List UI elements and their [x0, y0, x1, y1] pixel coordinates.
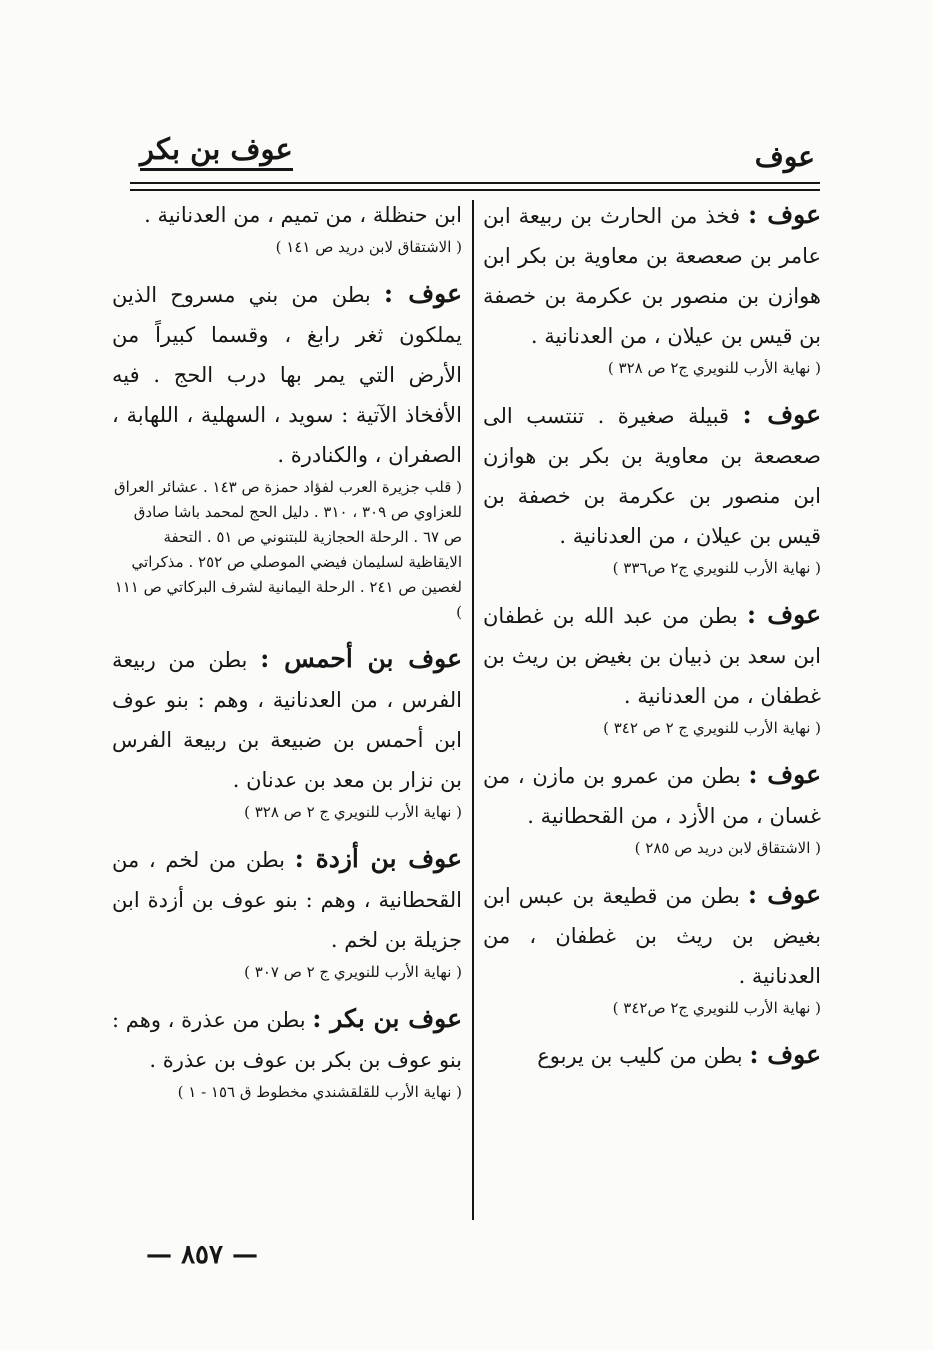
entry-text: بطن من ربيعة الفرس ، من العدنانية ، وهم : بنو عوف ابن أحمس بن ضبيعة بن ربيعة الفرس بن نزار بن معد بن عدنان . — [112, 648, 462, 792]
running-header-left: عوف بن بكر — [140, 132, 293, 171]
entry-source: ( الاشتقاق لابن دريد ص ١٤١ ) — [275, 238, 462, 256]
entry-text: بطن من لخم ، من القحطانية ، وهم : بنو عوف بن أزدة ابن جزيلة بن لخم . — [112, 848, 462, 952]
entry — [112, 839, 462, 985]
entry-head: عوف : — [747, 880, 822, 909]
entry — [112, 999, 462, 1105]
entry — [483, 755, 821, 861]
entry-text: قبيلة صغيرة . تنتسب الى صعصعة بن معاوية بن بكر بن هوازن ابن منصور بن عكرمة بن خصفة بن قيس بن عيلان ، من العدنانية . — [483, 404, 821, 548]
entry — [483, 1035, 821, 1076]
column-divider — [472, 200, 474, 1220]
entry-body — [483, 195, 821, 356]
entry-body — [112, 999, 462, 1080]
entry-source: ( قلب جزيرة العرب لفؤاد حمزة ص ١٤٣ . عشائر العراق للعزاوي ص ٣٠٩ ، ٣١٠ . دليل الحج لمحمد باشا صادق ص ٦٧ . الرحلة الحجازية للبتنوني ص ٥١ . التحفة الايقاظية لسليمان فيضي الموصلي ص ٢٥٢ . مذكراتي لغصين ص ٢٤١ . الرحلة اليمانية لشرف البركاتي ص ١١١ ) — [114, 478, 462, 621]
entry-text: بطن من كليب بن يربوع — [537, 1044, 743, 1068]
entry-text: بطن من قطيعة بن عبس ابن بغيض بن ريث بن غطفان ، من العدنانية . — [483, 884, 821, 988]
entry-source: ( نهاية الأرب للقلقشندي مخطوط ق ١٥٦ - ١ ) — [177, 1083, 462, 1101]
header-rule-bottom — [130, 189, 820, 191]
entry-head: عوف : — [383, 279, 462, 308]
entry-body — [112, 839, 462, 960]
entry — [483, 195, 821, 381]
entry-text: فخذ من الحارث بن ربيعة ابن عامر بن صعصعة بن معاوية بن بكر ابن هوازن بن منصور بن عكرمة بن خصفة بن قيس بن عيلان ، من العدنانية . — [483, 204, 821, 348]
entry-text: بطن من بني مسروح الذين يملكون ثغر رابغ ، وقسما كبيراً من الأرض التي يمر بها درب الحج . فيه الأفخاذ الآتية : سويد ، السهلية ، اللهابة ، الصفران ، والكنادرة . — [112, 283, 462, 467]
entry — [112, 195, 462, 260]
entry-source: ( نهاية الأرب للنويري ج ٢ ص ٣٢٨ ) — [244, 803, 462, 821]
entry — [483, 875, 821, 1021]
entry-source: ( الاشتقاق لابن دريد ص ٢٨٥ ) — [634, 839, 821, 857]
entry — [112, 639, 462, 825]
entry — [112, 274, 462, 625]
entry-body — [112, 274, 462, 475]
entry-source: ( نهاية الأرب للنويري ج ٢ ص ٣٤٢ ) — [603, 719, 821, 737]
entry-head: عوف بن أزدة : — [294, 844, 462, 873]
entry-body — [483, 1035, 821, 1076]
entry-head: عوف : — [748, 760, 821, 789]
entry-body — [483, 395, 821, 556]
entry-text: بطن من عبد الله بن غطفان ابن سعد بن ذبيان بن بغيض بن ريث بن غطفان ، من العدنانية . — [483, 604, 821, 708]
entry-body — [112, 195, 462, 235]
right-column — [483, 195, 821, 1090]
entry — [483, 395, 821, 581]
entry-head: عوف : — [748, 200, 821, 229]
entry-head: عوف : — [742, 400, 821, 429]
entry-body — [483, 595, 821, 716]
entry-source: ( نهاية الأرب للنويري ج٢ ص ٣٢٨ ) — [607, 359, 821, 377]
entry-text: بطن من عذرة ، وهم : بنو عوف بن بكر بن عوف بن عذرة . — [112, 1008, 462, 1072]
entry — [483, 595, 821, 741]
entry-head: عوف : — [749, 1040, 821, 1069]
running-header-right: عوف — [754, 140, 815, 173]
entry-body — [483, 755, 821, 836]
entry-body — [112, 639, 462, 800]
entry-body — [483, 875, 821, 996]
entry-text: بطن من عمرو بن مازن ، من غسان ، من الأزد ، من القحطانية . — [483, 764, 821, 828]
header-rule-top — [130, 182, 820, 184]
entry-source: ( نهاية الأرب للنويري ج٢ ص٣٣٦ ) — [612, 559, 821, 577]
left-column — [112, 195, 462, 1119]
entry-source: ( نهاية الأرب للنويري ج٢ ص٣٤٢ ) — [612, 999, 821, 1017]
entry-head: عوف بن بكر : — [312, 1004, 462, 1033]
page-number: — ٨٥٧ — — [146, 1240, 259, 1270]
entry-source: ( نهاية الأرب للنويري ج ٢ ص ٣٠٧ ) — [244, 963, 462, 981]
entry-head: عوف : — [746, 600, 821, 629]
entry-text: ابن حنظلة ، من تميم ، من العدنانية . — [144, 203, 462, 227]
entry-head: عوف بن أحمس : — [260, 644, 462, 673]
